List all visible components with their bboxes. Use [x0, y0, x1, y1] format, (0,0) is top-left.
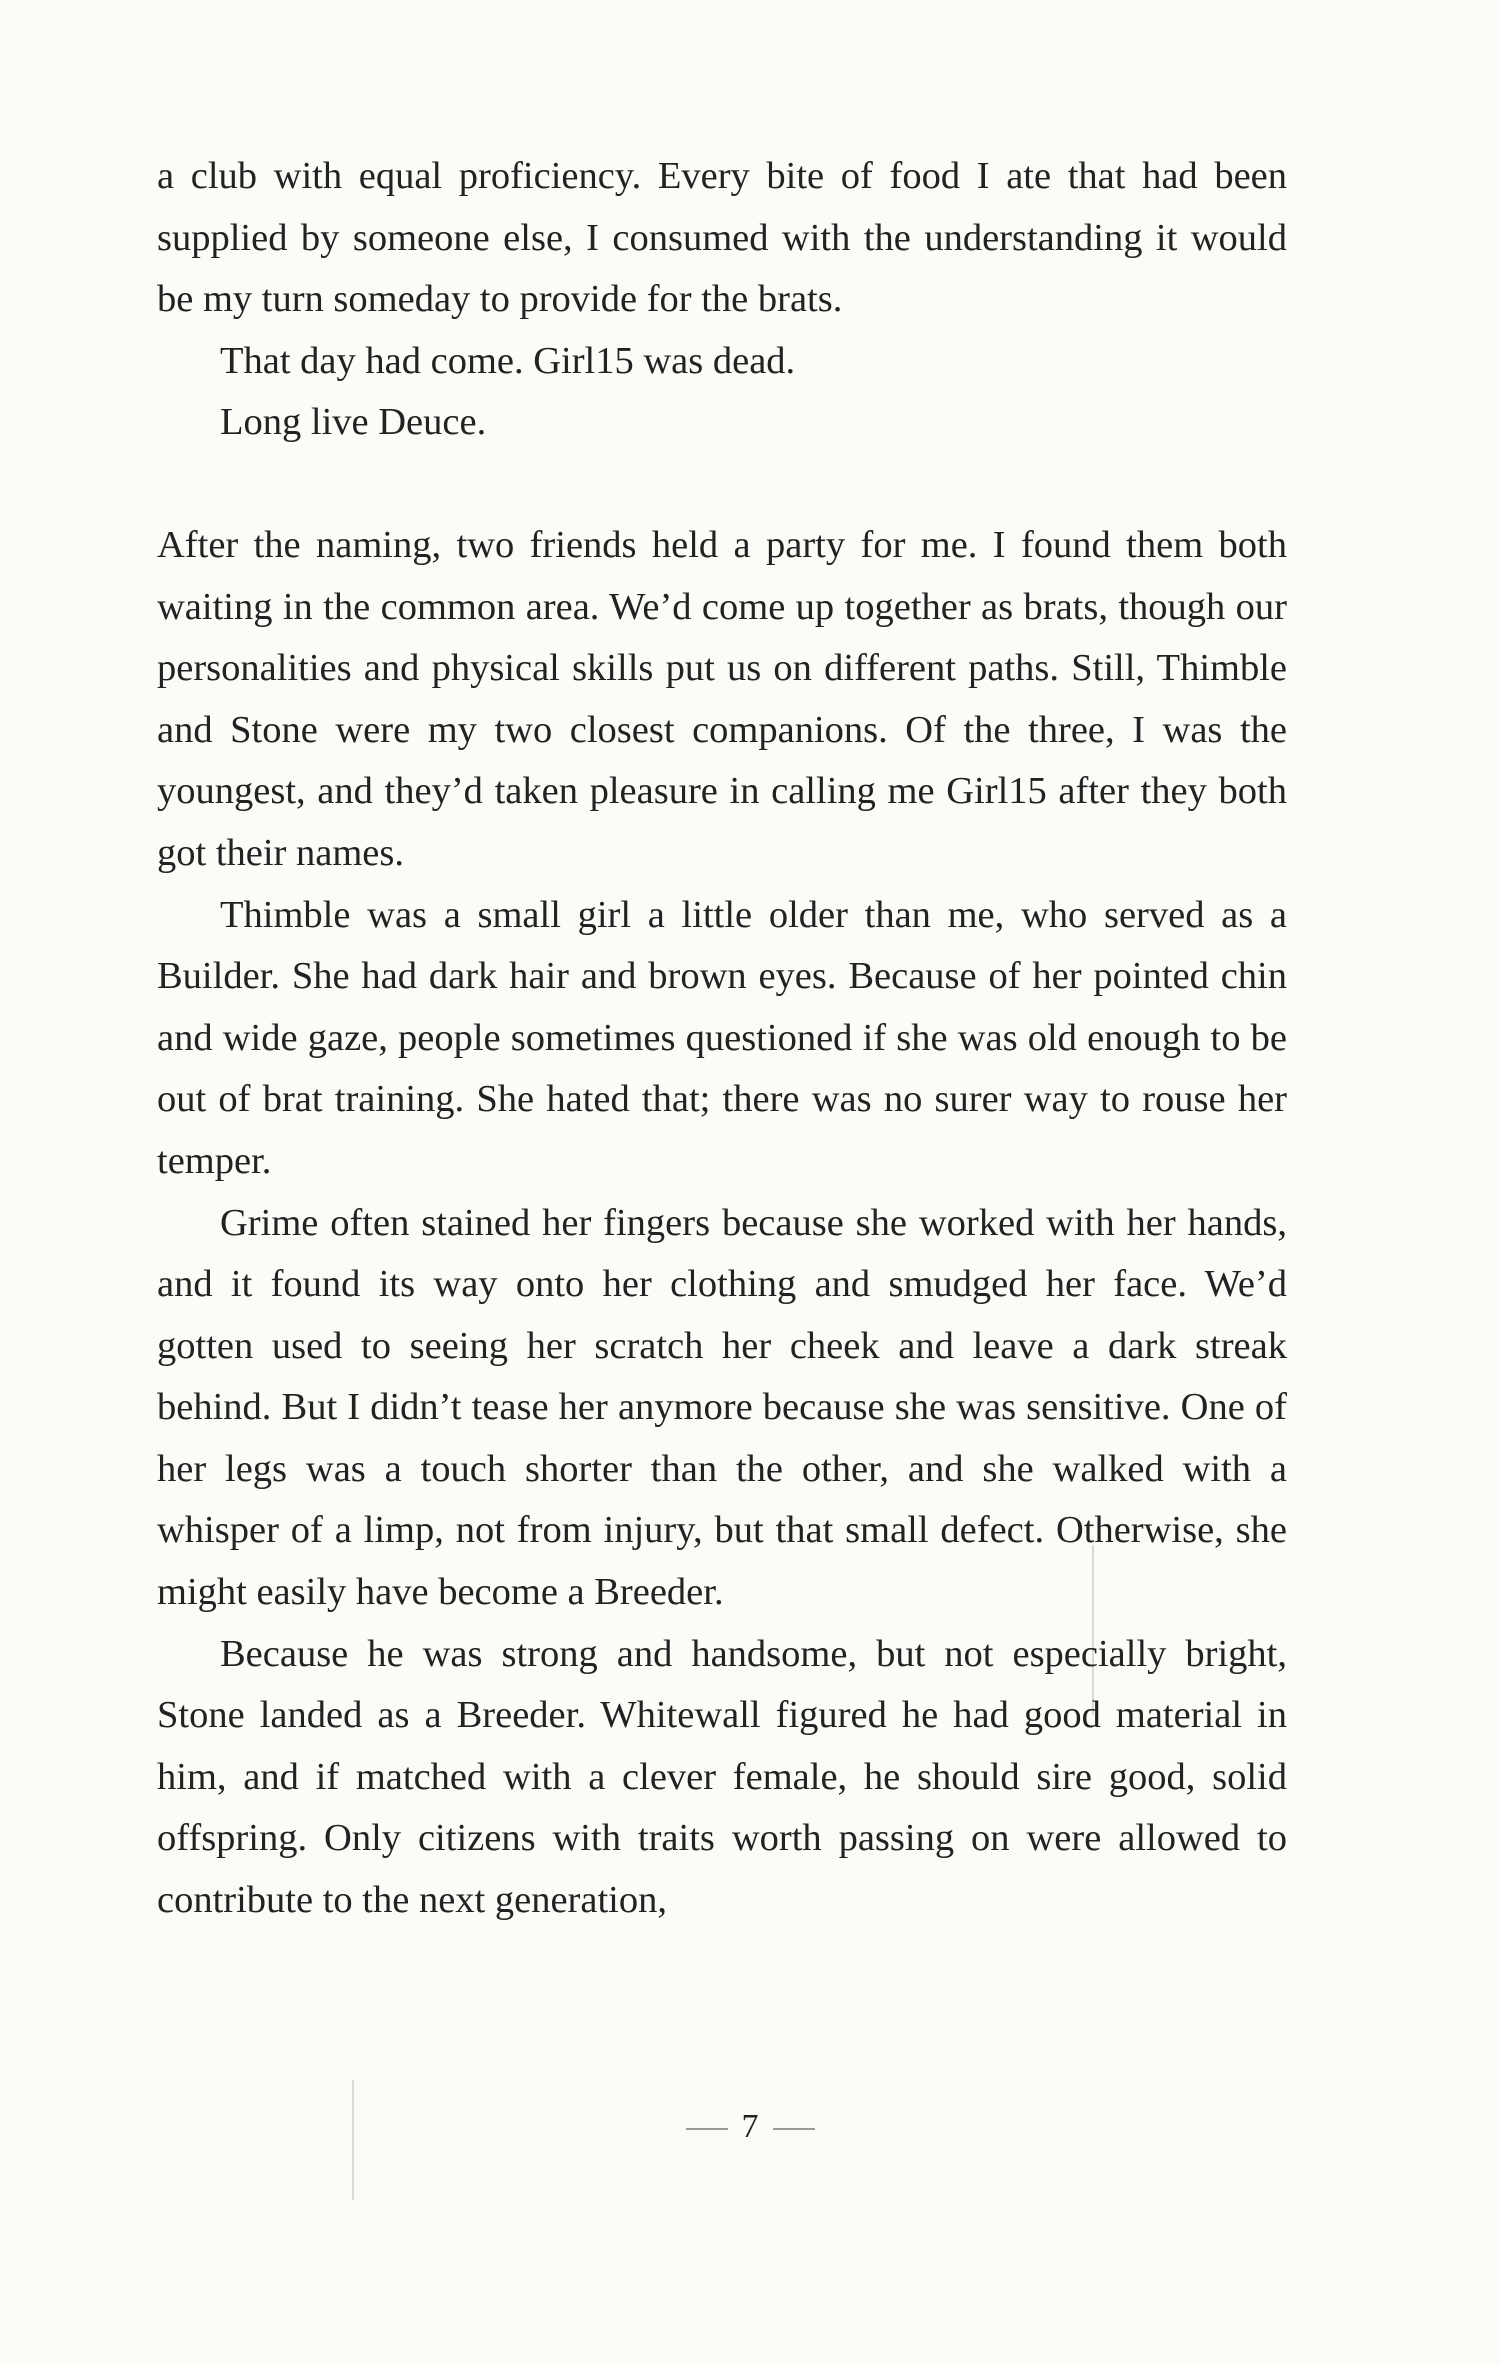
footer-rule-right	[773, 2128, 815, 2130]
paragraph: Because he was strong and handsome, but not especially bright, Stone landed as a Breeder. Whitewall figured he had good material in him, and if matched with a clever female, he should sire good, solid offspring. Only citizens with traits worth passing on were allowed to contribute to the next generation,	[157, 1632, 1287, 1922]
paragraph: Thimble was a small girl a little older than me, who served as a Builder. She had dark hair and brown eyes. Because of her pointed chin and wide gaze, people sometimes questioned if she was old enough to be out of brat training. She hated that; there was no surer way to rouse her temper.	[157, 893, 1287, 1182]
body-text	[157, 146, 1287, 1932]
paragraph: After the naming, two friends held a party for me. I found them both waiting in the common area. We’d come up together as brats, though our personalities and physical skills put us on different paths. Still, Thimble and Stone were my two closest companions. Of the three, I was the youngest, and they’d taken pleasure in calling me Girl15 after they both got their names.	[157, 523, 1287, 874]
footer-rule-left	[686, 2128, 728, 2130]
page-footer	[0, 2108, 1500, 2146]
page-number: 7	[741, 2108, 759, 2145]
paragraph: a club with equal proficiency. Every bite of food I ate that had been supplied by someone else, I consumed with the understanding it would be my turn someday to provide for the brats.	[157, 155, 1287, 321]
paragraph: Grime often stained her fingers because she worked with her hands, and it found its way onto her clothing and smudged her face. We’d gotten used to seeing her scratch her cheek and leave a dark streak behind. But I didn’t tease her anymore because she was sensitive. One of her legs was a touch shorter than the other, and she walked with a whisper of a limp, not from injury, but that small defect. Otherwise, she might easily have become a Breeder.	[157, 1201, 1287, 1614]
paragraph: Long live Deuce.	[220, 401, 487, 444]
section-break	[157, 454, 1287, 515]
paragraph: That day had come. Girl15 was dead.	[220, 339, 796, 382]
